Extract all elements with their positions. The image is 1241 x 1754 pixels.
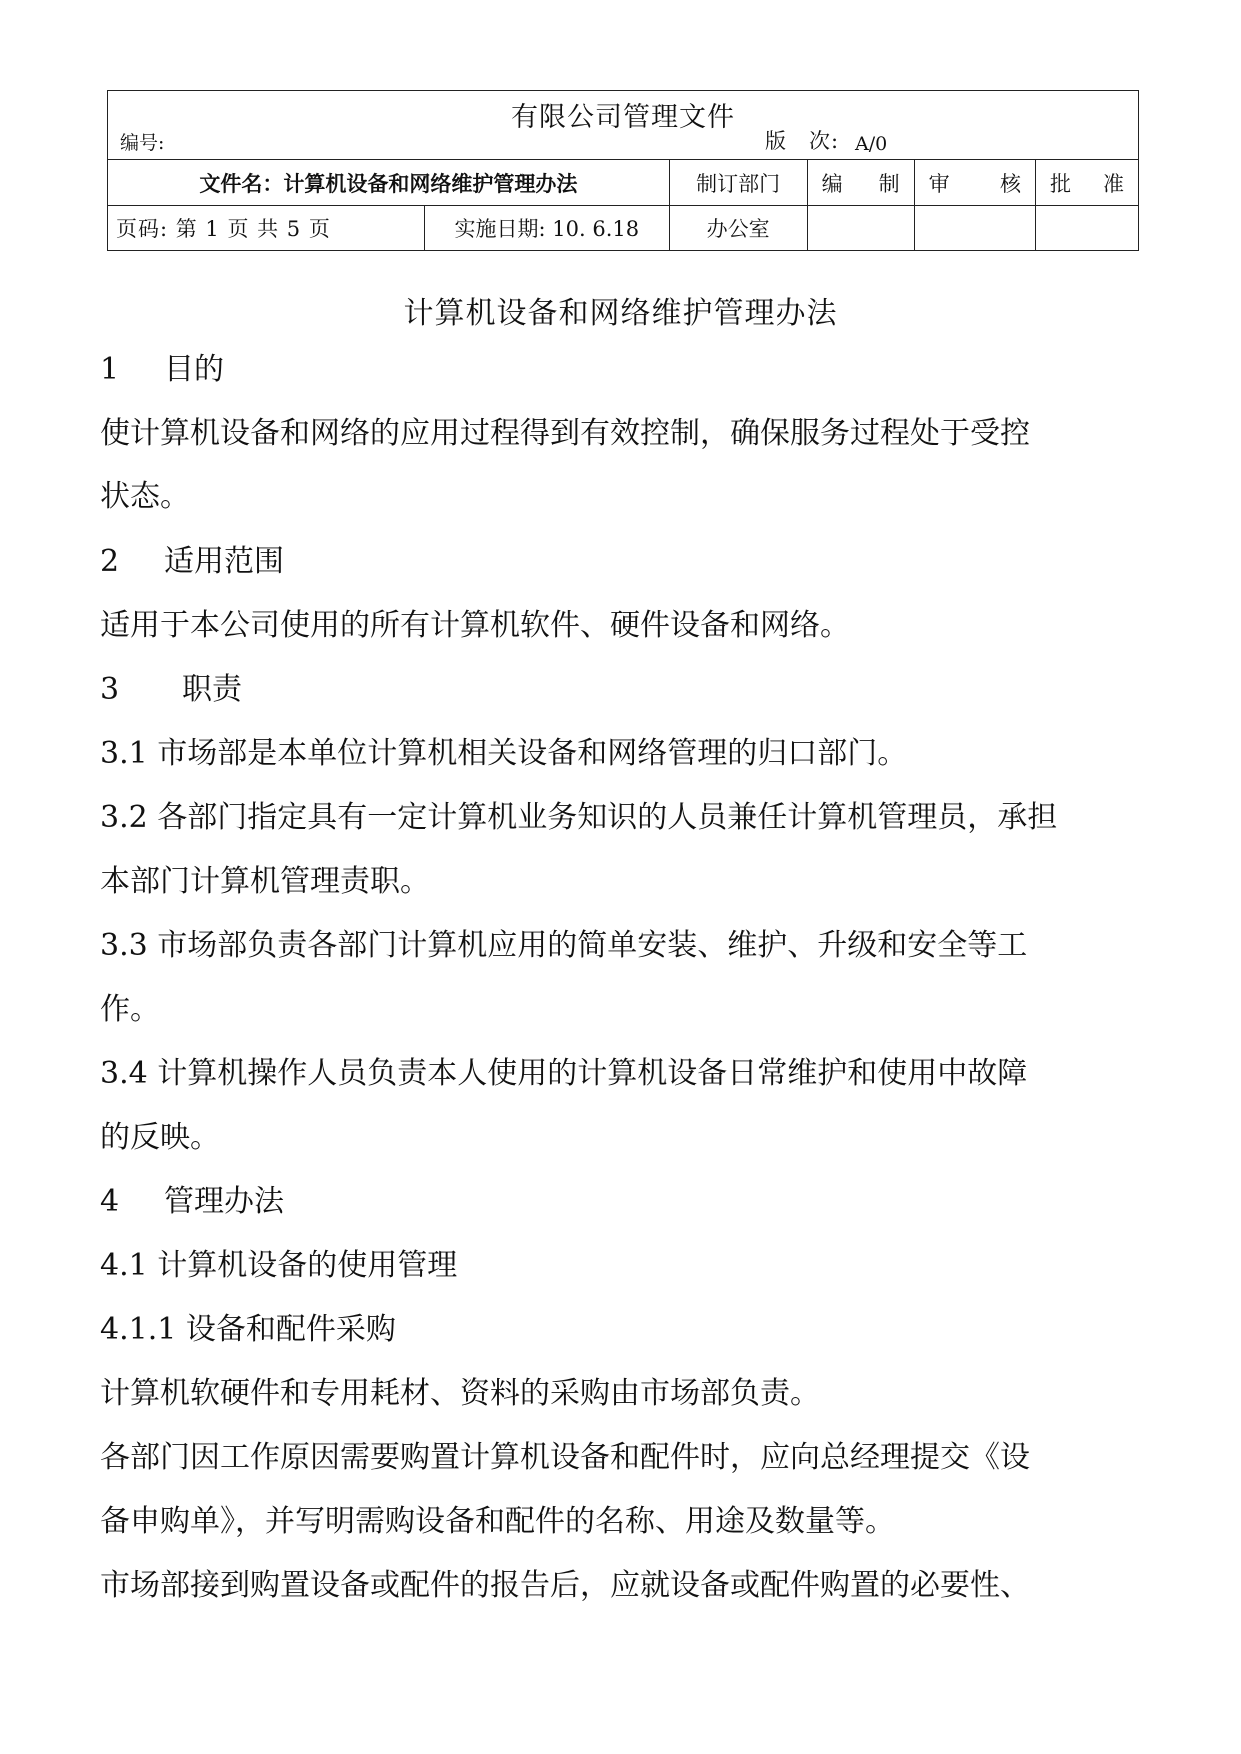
dept-label: 制订部门 <box>669 160 807 206</box>
section-title: 适用范围 <box>164 544 284 579</box>
page-info: 页码: 第 1 页 共 5 页 <box>108 206 425 251</box>
item-3-2-line-2: 本部门计算机管理责职。 <box>100 864 430 899</box>
paragraph-request-line-2: 备申购单》，并写明需购设备和配件的名称、用途及数量等。 <box>100 1504 895 1539</box>
section-title: 目的 <box>164 352 224 387</box>
paragraph-purchase: 计算机软硬件和专用耗材、资料的采购由市场部负责。 <box>100 1376 820 1411</box>
compile-signature-cell <box>807 206 914 251</box>
item-3-2-line-1: 3.2 各部门指定具有一定计算机业务知识的人员兼任计算机管理员，承担 <box>100 800 1058 835</box>
paragraph-review: 市场部接到购置设备或配件的报告后，应就设备或配件购置的必要性、 <box>100 1568 1030 1603</box>
item-3-1: 3.1 市场部是本单位计算机相关设备和网络管理的归口部门。 <box>100 736 908 771</box>
item-3-3-line-1: 3.3 市场部负责各部门计算机应用的简单安装、维护、升级和安全等工 <box>100 928 1028 963</box>
implementation-date: 实施日期: 10. 6.18 <box>424 206 669 251</box>
company-title: 有限公司管理文件 <box>511 102 735 133</box>
doc-number-label: 编号: <box>120 132 165 154</box>
item-3-3-line-2: 作。 <box>100 992 160 1027</box>
header-title-cell <box>108 91 1139 160</box>
section-number: 4 <box>100 1184 120 1219</box>
item-4-1: 4.1 计算机设备的使用管理 <box>100 1248 458 1283</box>
item-3-4-line-2: 的反映。 <box>100 1120 220 1155</box>
review-label: 审 核 <box>914 160 1035 206</box>
section-4-heading <box>100 1180 1140 1224</box>
section-title: 管理办法 <box>164 1184 284 1219</box>
document-header-table <box>107 90 1139 251</box>
approve-label: 批 准 <box>1036 160 1139 206</box>
compile-label: 编 制 <box>807 160 914 206</box>
file-name: 文件名：计算机设备和网络维护管理办法 <box>108 160 670 206</box>
version-value: A/0 <box>855 133 888 155</box>
section-1-paragraph-line-1: 使计算机设备和网络的应用过程得到有效控制，确保服务过程处于受控 <box>100 416 1030 451</box>
review-signature-cell <box>914 206 1035 251</box>
document-title: 计算机设备和网络维护管理办法 <box>403 296 838 331</box>
section-2-paragraph: 适用于本公司使用的所有计算机软件、硬件设备和网络。 <box>100 608 850 643</box>
item-4-1-1: 4.1.1 设备和配件采购 <box>100 1312 396 1347</box>
section-number: 3 <box>100 672 120 707</box>
approve-signature-cell <box>1036 206 1139 251</box>
section-number: 2 <box>100 544 120 579</box>
section-2-heading <box>100 540 1140 584</box>
item-3-4-line-1: 3.4 计算机操作人员负责本人使用的计算机设备日常维护和使用中故障 <box>100 1056 1028 1091</box>
version-label: 版 次: <box>765 129 840 153</box>
section-1-heading <box>100 348 1140 392</box>
section-3-heading <box>100 668 1140 712</box>
paragraph-request-line-1: 各部门因工作原因需要购置计算机设备和配件时，应向总经理提交《设 <box>100 1440 1030 1475</box>
section-number: 1 <box>100 352 120 387</box>
section-title: 职责 <box>182 672 242 707</box>
section-1-paragraph-line-2: 状态。 <box>100 479 190 514</box>
dept-value: 办公室 <box>669 206 807 251</box>
